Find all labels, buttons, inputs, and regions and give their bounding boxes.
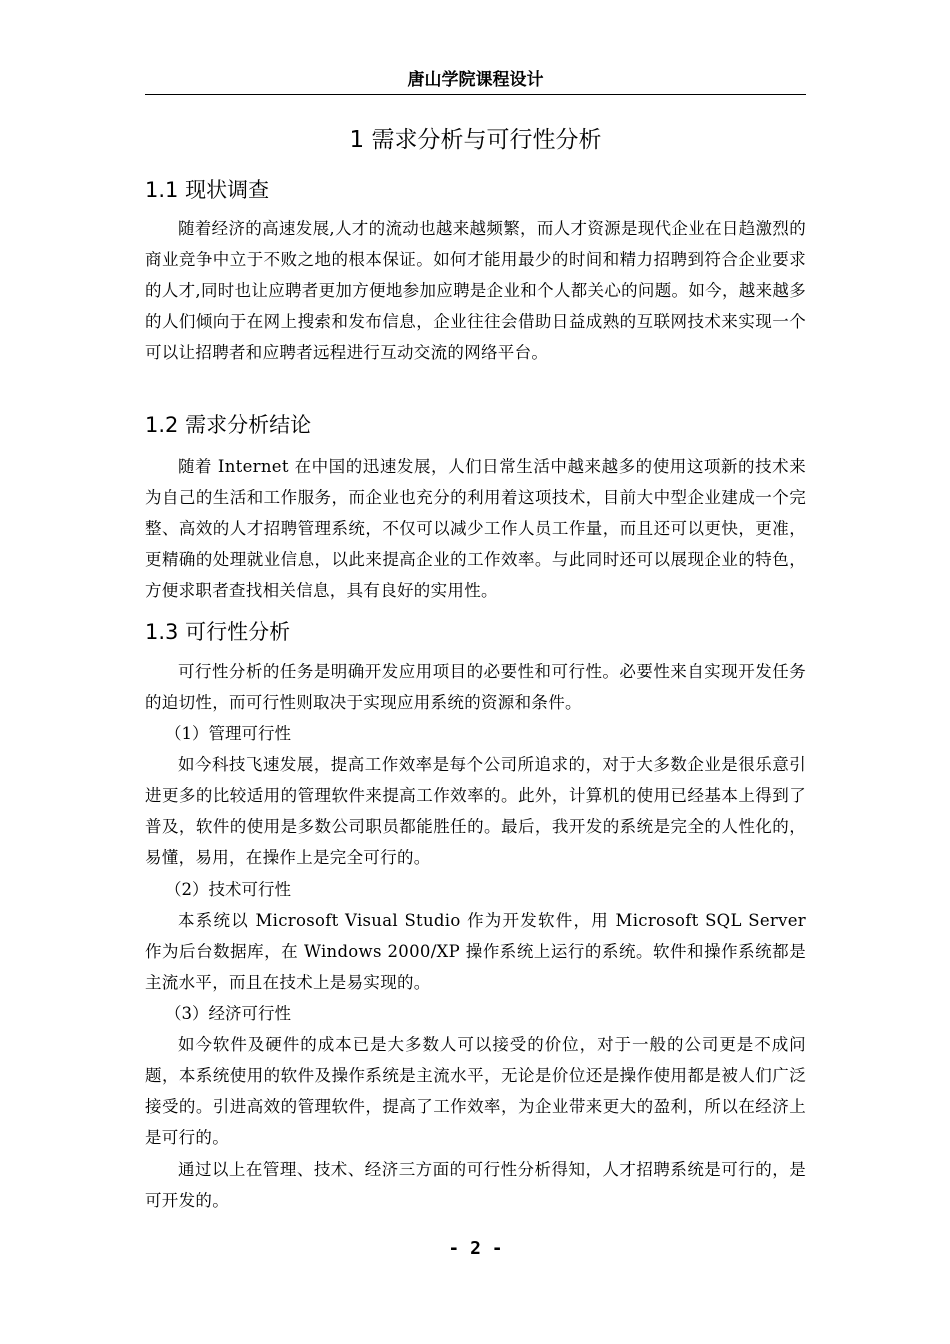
paragraph-technical: 本系统以 Microsoft Visual Studio 作为开发软件，用 Microsoft SQL Server 作为后台数据库，在 Windows 2000/XP 操作系统上运行的系统。软件和操作系统都是主流水平，而且在技术上是易实现的。 — [145, 911, 806, 992]
document-header: 唐山学院课程设计 — [145, 66, 806, 95]
paragraph-economic: 如今软件及硬件的成本已是大多数人可以接受的价位，对于一般的公司更是不成问题，本系统使用的软件及操作系统是主流水平，无论是价位还是操作使用都是被人们广泛接受的。引进高效的管理软件，提高了工作效率，为企业带来更大的盈利，所以在经济上是可行的。 — [145, 1035, 806, 1147]
paragraph-management: 如今科技飞速发展，提高工作效率是每个公司所追求的，对于大多数企业是很乐意引进更多的比较适用的管理软件来提高工作效率的。此外，计算机的使用已经基本上得到了普及，软件的使用是多数公司职员都能胜任的。最后，我开发的系统是完全的人性化的，易懂，易用，在操作上是完全可行的。 — [145, 755, 806, 867]
paragraph-1-1: 随着经济的高速发展,人才的流动也越来越频繁，而人才资源是现代企业在日趋激烈的商业竞争中立于不败之地的根本保证。如何才能用最少的时间和精力招聘到符合企业要求的人才,同时也让应聘者更加方便地参加应聘是企业和个人都关心的问题。如今，越来越多的人们倾向于在网上搜索和发布信息，企业往往会借助日益成熟的互联网技术来实现一个可以让招聘者和应聘者远程进行互动交流的网络平台。 — [145, 219, 806, 362]
paragraph-1-3-intro: 可行性分析的任务是明确开发应用项目的必要性和可行性。必要性来自实现开发任务的迫切性，而可行性则取决于实现应用系统的资源和条件。 — [145, 662, 806, 712]
page-number: - 2 - — [448, 1238, 503, 1259]
section-heading-1-1: 1.1 现状调查 — [145, 178, 270, 202]
section-heading-1-2: 1.2 需求分析结论 — [145, 413, 312, 437]
chapter-title: 1 需求分析与可行性分析 — [349, 127, 602, 153]
subheading-management: （1）管理可行性 — [165, 724, 291, 743]
paragraph-1-2: 随着 Internet 在中国的迅速发展，人们日常生活中越来越多的使用这项新的技术来为自己的生活和工作服务，而企业也充分的利用着这项技术，目前大中型企业建成一个完整、高效的人才招聘管理系统，不仅可以减少工作人员工作量，而且还可以更快，更准，更精确的处理就业信息，以此来提高企业的工作效率。与此同时还可以展现企业的特色，方便求职者查找相关信息，具有良好的实用性。 — [145, 457, 806, 600]
paragraph-conclusion: 通过以上在管理、技术、经济三方面的可行性分析得知，人才招聘系统是可行的，是可开发的。 — [145, 1160, 806, 1210]
subheading-technical: （2）技术可行性 — [165, 880, 291, 899]
subheading-economic: （3）经济可行性 — [165, 1004, 291, 1023]
section-heading-1-3: 1.3 可行性分析 — [145, 620, 291, 644]
